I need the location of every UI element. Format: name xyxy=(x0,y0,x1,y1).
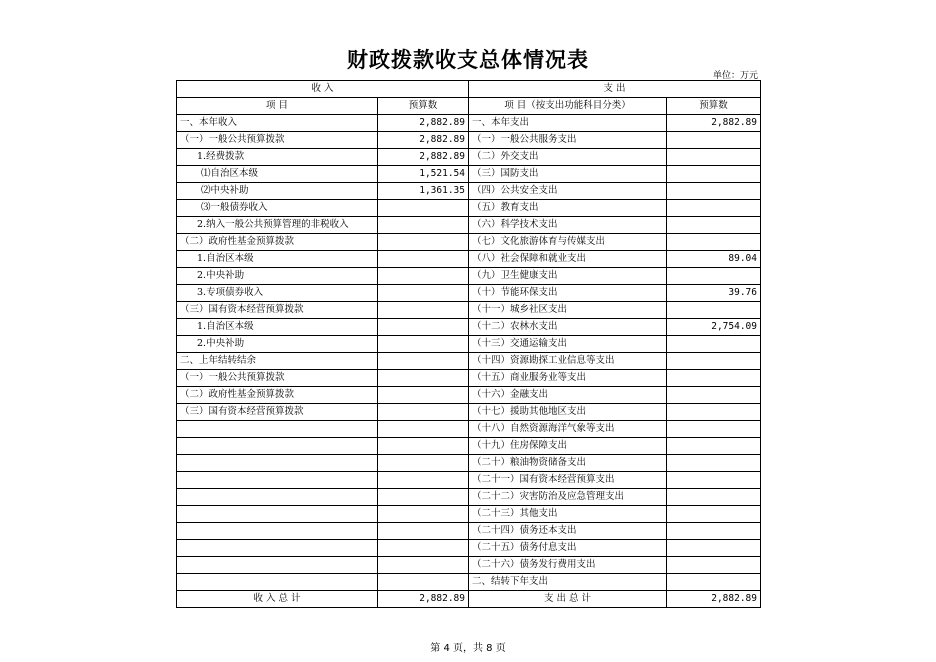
expense-item-cell: （七）文化旅游体育与传媒支出 xyxy=(469,234,667,251)
expense-value-cell xyxy=(667,200,761,217)
income-item-cell xyxy=(177,489,378,506)
table-row xyxy=(177,217,761,234)
table-row xyxy=(177,404,761,421)
expense-value-cell: 89.04 xyxy=(667,251,761,268)
income-item-cell: 二、上年结转结余 xyxy=(177,353,378,370)
expense-total-label: 支 出 总 计 xyxy=(469,591,667,608)
income-item-cell xyxy=(177,472,378,489)
income-budget-header: 预算数 xyxy=(378,98,469,115)
income-item-cell: 2.中央补助 xyxy=(177,268,378,285)
income-item-cell: 3.专项债券收入 xyxy=(177,285,378,302)
income-value-cell xyxy=(378,506,469,523)
expense-value-cell xyxy=(667,455,761,472)
expense-value-cell xyxy=(667,336,761,353)
page-footer: 第 4 页，共 8 页 xyxy=(430,643,506,654)
income-item-cell: （三）国有资本经营预算拨款 xyxy=(177,404,378,421)
expense-value-cell xyxy=(667,523,761,540)
expense-value-cell xyxy=(667,557,761,574)
header-row-2 xyxy=(177,98,761,115)
expense-item-cell: （一）一般公共服务支出 xyxy=(469,132,667,149)
table-row xyxy=(177,166,761,183)
expense-value-cell xyxy=(667,302,761,319)
expense-value-cell xyxy=(667,472,761,489)
income-value-cell xyxy=(378,268,469,285)
table-row xyxy=(177,506,761,523)
income-value-cell xyxy=(378,353,469,370)
income-item-cell: （三）国有资本经营预算拨款 xyxy=(177,302,378,319)
expense-item-cell: 一、本年支出 xyxy=(469,115,667,132)
income-item-cell: ⑵中央补助 xyxy=(177,183,378,200)
expense-value-cell xyxy=(667,574,761,591)
income-value-cell xyxy=(378,404,469,421)
expense-item-cell: （十一）城乡社区支出 xyxy=(469,302,667,319)
income-value-cell xyxy=(378,285,469,302)
income-header: 收 入 xyxy=(177,81,469,98)
income-item-cell xyxy=(177,506,378,523)
expense-item-header: 项 目（按支出功能科目分类） xyxy=(469,98,667,115)
expense-item-cell: （二十一）国有资本经营预算支出 xyxy=(469,472,667,489)
income-value-cell xyxy=(378,557,469,574)
expense-value-cell: 39.76 xyxy=(667,285,761,302)
table-row xyxy=(177,540,761,557)
expense-value-cell xyxy=(667,183,761,200)
income-value-cell xyxy=(378,302,469,319)
income-item-header: 项 目 xyxy=(177,98,378,115)
expense-item-cell: （十）节能环保支出 xyxy=(469,285,667,302)
income-total-value: 2,882.89 xyxy=(378,591,469,608)
income-item-cell xyxy=(177,438,378,455)
table-row xyxy=(177,200,761,217)
income-item-cell: 2.中央补助 xyxy=(177,336,378,353)
income-value-cell xyxy=(378,251,469,268)
expense-item-cell: （二十三）其他支出 xyxy=(469,506,667,523)
income-value-cell xyxy=(378,319,469,336)
expense-value-cell xyxy=(667,438,761,455)
income-value-cell xyxy=(378,200,469,217)
finance-table xyxy=(176,80,761,608)
expense-item-cell: 二、结转下年支出 xyxy=(469,574,667,591)
expense-value-cell xyxy=(667,149,761,166)
expense-item-cell: （十九）住房保障支出 xyxy=(469,438,667,455)
table-row xyxy=(177,455,761,472)
table-row xyxy=(177,574,761,591)
income-value-cell xyxy=(378,574,469,591)
table-row xyxy=(177,302,761,319)
income-value-cell: 1,521.54 xyxy=(378,166,469,183)
expense-item-cell: （二十四）债务还本支出 xyxy=(469,523,667,540)
income-item-cell xyxy=(177,540,378,557)
expense-value-cell: 2,882.89 xyxy=(667,115,761,132)
expense-header: 支 出 xyxy=(469,81,761,98)
income-total-label: 收 入 总 计 xyxy=(177,591,378,608)
income-value-cell xyxy=(378,523,469,540)
table-row xyxy=(177,472,761,489)
expense-item-cell: （十三）交通运输支出 xyxy=(469,336,667,353)
expense-item-cell: （二十五）债务付息支出 xyxy=(469,540,667,557)
expense-item-cell: （五）教育支出 xyxy=(469,200,667,217)
income-value-cell: 2,882.89 xyxy=(378,132,469,149)
expense-value-cell xyxy=(667,166,761,183)
unit-label: 单位：万元 xyxy=(712,71,758,81)
expense-value-cell xyxy=(667,268,761,285)
income-value-cell: 2,882.89 xyxy=(378,149,469,166)
income-item-cell xyxy=(177,455,378,472)
income-item-cell xyxy=(177,523,378,540)
expense-value-cell xyxy=(667,234,761,251)
table-row xyxy=(177,421,761,438)
income-value-cell xyxy=(378,217,469,234)
income-item-cell: （一）一般公共预算拨款 xyxy=(177,370,378,387)
expense-value-cell xyxy=(667,540,761,557)
table-row xyxy=(177,132,761,149)
total-row xyxy=(177,591,761,608)
expense-value-cell: 2,754.09 xyxy=(667,319,761,336)
expense-item-cell: （四）公共安全支出 xyxy=(469,183,667,200)
table-row xyxy=(177,557,761,574)
expense-value-cell xyxy=(667,370,761,387)
expense-value-cell xyxy=(667,506,761,523)
header-row-1 xyxy=(177,81,761,98)
table-row xyxy=(177,370,761,387)
income-item-cell xyxy=(177,574,378,591)
expense-value-cell xyxy=(667,489,761,506)
table-row xyxy=(177,438,761,455)
expense-item-cell: （十五）商业服务业等支出 xyxy=(469,370,667,387)
expense-item-cell: （二十）粮油物资储备支出 xyxy=(469,455,667,472)
expense-item-cell: （十七）援助其他地区支出 xyxy=(469,404,667,421)
expense-total-value: 2,882.89 xyxy=(667,591,761,608)
income-item-cell: （一）一般公共预算拨款 xyxy=(177,132,378,149)
expense-budget-header: 预算数 xyxy=(667,98,761,115)
income-item-cell: ⑶一般债券收入 xyxy=(177,200,378,217)
expense-item-cell: （六）科学技术支出 xyxy=(469,217,667,234)
income-value-cell xyxy=(378,421,469,438)
expense-item-cell: （八）社会保障和就业支出 xyxy=(469,251,667,268)
table-row xyxy=(177,268,761,285)
expense-value-cell xyxy=(667,387,761,404)
table-row xyxy=(177,285,761,302)
income-item-cell: 一、本年收入 xyxy=(177,115,378,132)
expense-value-cell xyxy=(667,421,761,438)
income-item-cell: ⑴自治区本级 xyxy=(177,166,378,183)
income-value-cell xyxy=(378,370,469,387)
income-item-cell xyxy=(177,421,378,438)
table-row xyxy=(177,251,761,268)
income-item-cell xyxy=(177,557,378,574)
table-row xyxy=(177,115,761,132)
expense-value-cell xyxy=(667,132,761,149)
expense-item-cell: （十二）农林水支出 xyxy=(469,319,667,336)
income-item-cell: （二）政府性基金预算拨款 xyxy=(177,387,378,404)
income-value-cell xyxy=(378,234,469,251)
income-value-cell: 2,882.89 xyxy=(378,115,469,132)
income-value-cell: 1,361.35 xyxy=(378,183,469,200)
income-value-cell xyxy=(378,438,469,455)
table-row xyxy=(177,183,761,200)
table-row xyxy=(177,234,761,251)
income-item-cell: 1.经费拨款 xyxy=(177,149,378,166)
expense-item-cell: （十六）金融支出 xyxy=(469,387,667,404)
income-item-cell: 1.自治区本级 xyxy=(177,319,378,336)
expense-value-cell xyxy=(667,353,761,370)
income-value-cell xyxy=(378,455,469,472)
expense-item-cell: （三）国防支出 xyxy=(469,166,667,183)
table-row xyxy=(177,336,761,353)
table-row xyxy=(177,319,761,336)
income-value-cell xyxy=(378,336,469,353)
table-row xyxy=(177,523,761,540)
expense-item-cell: （十八）自然资源海洋气象等支出 xyxy=(469,421,667,438)
table-row xyxy=(177,149,761,166)
table-row xyxy=(177,387,761,404)
expense-item-cell: （九）卫生健康支出 xyxy=(469,268,667,285)
expense-item-cell: （二十六）债务发行费用支出 xyxy=(469,557,667,574)
expense-value-cell xyxy=(667,217,761,234)
table-row xyxy=(177,353,761,370)
income-item-cell: 2.纳入一般公共预算管理的非税收入 xyxy=(177,217,378,234)
page-title: 财政拨款收支总体情况表 xyxy=(347,48,589,72)
table-row xyxy=(177,489,761,506)
income-item-cell: （二）政府性基金预算拨款 xyxy=(177,234,378,251)
expense-item-cell: （二）外交支出 xyxy=(469,149,667,166)
income-item-cell: 1.自治区本级 xyxy=(177,251,378,268)
expense-item-cell: （十四）资源勘探工业信息等支出 xyxy=(469,353,667,370)
income-value-cell xyxy=(378,387,469,404)
income-value-cell xyxy=(378,489,469,506)
expense-value-cell xyxy=(667,404,761,421)
expense-item-cell: （二十二）灾害防治及应急管理支出 xyxy=(469,489,667,506)
income-value-cell xyxy=(378,472,469,489)
income-value-cell xyxy=(378,540,469,557)
